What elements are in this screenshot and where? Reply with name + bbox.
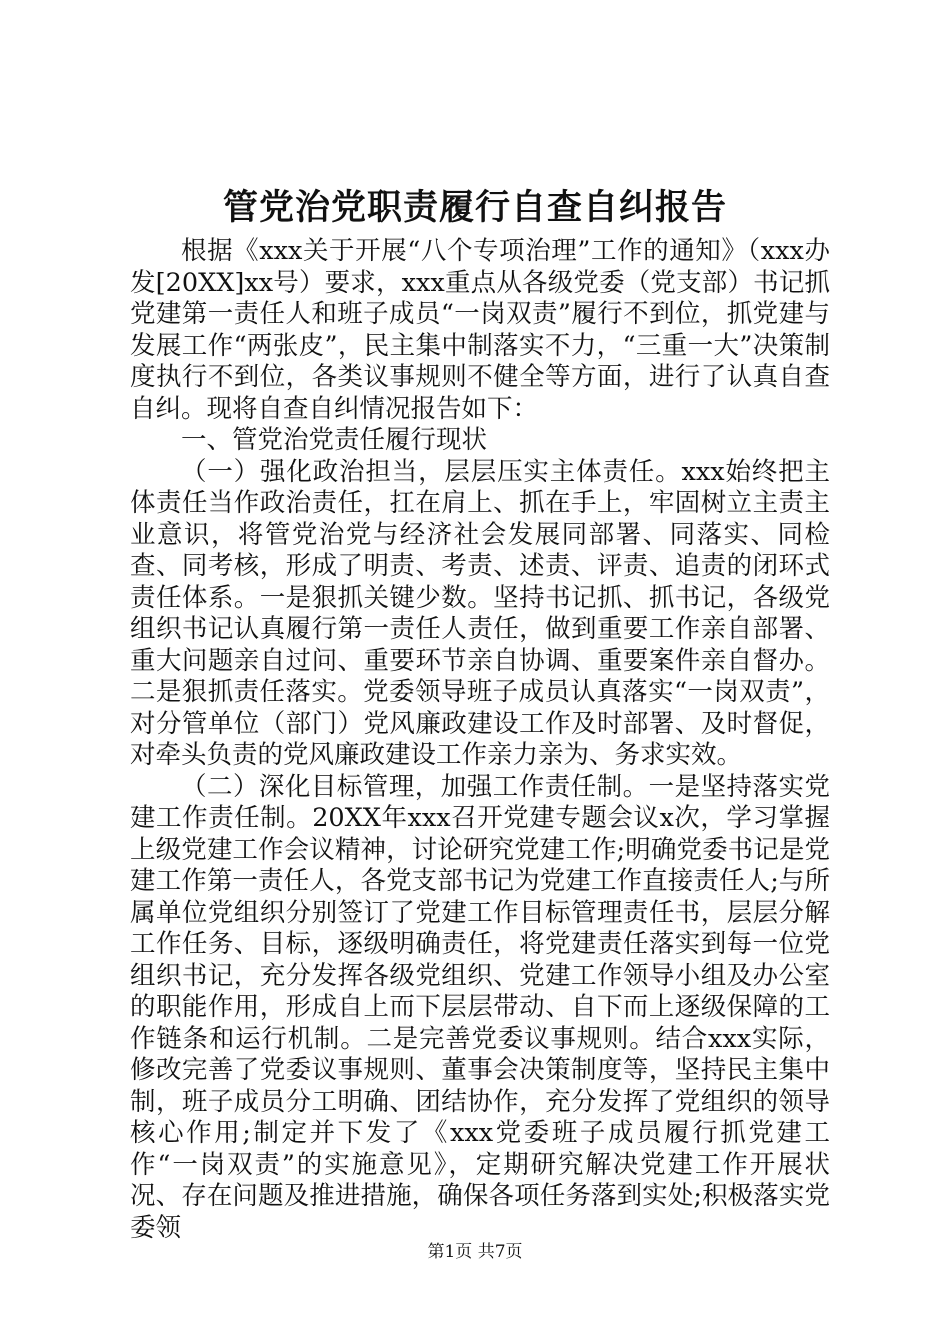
section-heading: 一、管党治党责任履行现状 (181, 425, 488, 455)
document-title: 管党治党职责履行自查自纠报告 (222, 187, 727, 228)
document-body (130, 236, 830, 1244)
paragraph-responsibility: （一）强化政治担当，层层压实主体责任。xxx始终把主体责任当作政治责任，扛在肩上、抓在手上，牢固树立主责主业意识，将管党治党与经济社会发展同部署、同落实、同检查、同考核，形成了明责、考责、述责、评责、追责的闭环式责任体系。一是狠抓关键少数。坚持书记抓、抓书记，各级党组织书记认真履行第一责任人责任，做到重要工作亲自部署、重大问题亲自过问、重要环节亲自协调、重要案件亲自督办。二是狠抓责任落实。党委领导班子成员认真落实“一岗双责”，对分管单位（部门）党风廉政建设工作及时部署、及时督促，对牵头负责的党风廉政建设工作亲力亲为、务求实效。 (130, 456, 830, 770)
page-footer: 第1页 共7页 (427, 1242, 523, 1262)
intro-paragraph: 根据《xxx关于开展“八个专项治理”工作的通知》（xxx办发[20XX]xx号）要求，xxx重点从各级党委（党支部）书记抓党建第一责任人和班子成员“一岗双责”履行不到位，抓党建与发展工作“两张皮”，民主集中制落实不力，“三重一大”决策制度执行不到位，各类议事规则不健全等方面，进行了认真自查自纠。现将自查自纠情况报告如下： (130, 236, 830, 424)
paragraph-target-management: （二）深化目标管理，加强工作责任制。一是坚持落实党建工作责任制。20XX年xxx召开党建专题会议x次，学习掌握上级党建工作会议精神，讨论研究党建工作;明确党委书记是党建工作第一责任人，各党支部书记为党建工作直接责任人;与所属单位党组织分别签订了党建工作目标管理责任书，层层分解工作任务、目标，逐级明确责任，将党建责任落实到每一位党组织书记，充分发挥各级党组织、党建工作领导小组及办公室的职能作用，形成自上而下层层带动、自下而上逐级保障的工作链条和运行机制。二是完善党委议事规则。结合xxx实际，修改完善了党委议事规则、董事会决策制度等，坚持民主集中制，班子成员分工明确、团结协作，充分发挥了党组织的领导核心作用;制定并下发了《xxx党委班子成员履行抓党建工作“一岗双责”的实施意见》，定期研究解决党建工作开展状况、存在问题及推进措施，确保各项任务落到实处;积极落实党委领 (130, 771, 830, 1243)
